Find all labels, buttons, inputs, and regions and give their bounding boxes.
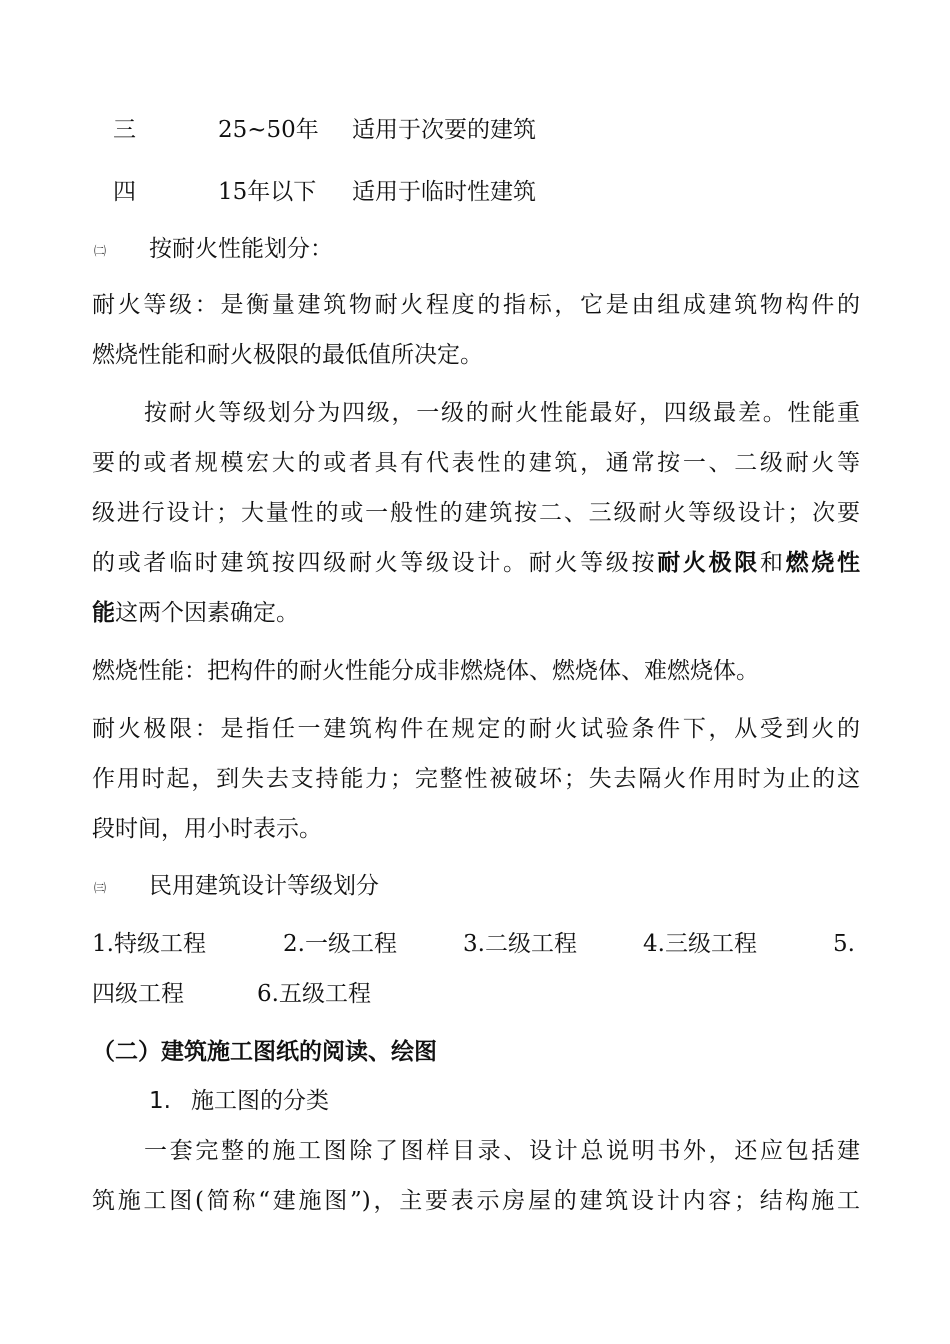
fire-definition-line-2: 燃烧性能和耐火极限的最低值所决定。 (92, 342, 483, 368)
civil-section-title: 民用建筑设计等级划分 (149, 873, 379, 899)
grade-item-1: 1.特级工程 (92, 931, 206, 957)
fire-paragraph-line-3: 级进行设计；大量性的或一般性的建筑按二、三级耐火等级设计；次要 (92, 500, 860, 526)
fire-definition-line-1: 耐火等级：是衡量建筑物耐火程度的指标，它是由组成建筑物构件的 (92, 292, 860, 318)
grade-three: 三 (113, 117, 136, 143)
years-three: 25~50年 (218, 117, 319, 143)
section-marker-3: ㈢ (94, 881, 107, 895)
drawing-paragraph-line-1: 一套完整的施工图除了图样目录、设计总说明书外，还应包括建 (144, 1138, 860, 1164)
line5-rest: 这两个因素确定。 (115, 600, 299, 626)
drawing-section-heading: （二）建筑施工图纸的阅读、绘图 (92, 1039, 437, 1065)
drawing-paragraph-line-2: 筑施工图(简称“建施图”)，主要表示房屋的建筑设计内容；结构施工 (92, 1188, 860, 1214)
fire-paragraph-line-1: 按耐火等级划分为四级，一级的耐火性能最好，四级最差。性能重 (144, 400, 860, 426)
combustion-term-part1: 燃烧性 (785, 550, 861, 576)
years-four: 15年以下 (218, 179, 317, 205)
fire-limit-line-3: 段时间，用小时表示。 (92, 816, 322, 842)
fire-paragraph-line-2: 要的或者规模宏大的或者具有代表性的建筑，通常按一、二级耐火等 (92, 450, 860, 476)
grade-item-2: 2.一级工程 (283, 931, 397, 957)
subsection-number: 1. (149, 1088, 171, 1114)
grade-item-5-label: 四级工程 (92, 981, 184, 1007)
grade-item-6: 6.五级工程 (257, 981, 371, 1007)
fire-paragraph-line-4 (92, 552, 860, 575)
grade-item-3: 3.二级工程 (463, 931, 577, 957)
combustion-term-part2: 能 (92, 600, 115, 626)
fire-section-title: 按耐火性能划分： (149, 236, 333, 262)
line4-and: 和 (759, 550, 786, 576)
fire-limit-term: 耐火极限 (657, 550, 760, 576)
line4-prefix: 的或者临时建筑按四级耐火等级设计。耐火等级按 (92, 550, 658, 576)
grade-item-4: 4.三级工程 (643, 931, 757, 957)
usage-four: 适用于临时性建筑 (352, 179, 536, 205)
fire-paragraph-line-5 (92, 602, 299, 625)
subsection-title: 施工图的分类 (191, 1088, 329, 1114)
fire-limit-line-2: 作用时起，到失去支持能力；完整性被破坏；失去隔火作用时为止的这 (92, 766, 860, 792)
section-marker-2: ㈡ (94, 244, 107, 258)
combustion-definition: 燃烧性能：把构件的耐火性能分成非燃烧体、燃烧体、难燃烧体。 (92, 658, 759, 684)
usage-three: 适用于次要的建筑 (352, 117, 536, 143)
fire-limit-line-1: 耐火极限：是指任一建筑构件在规定的耐火试验条件下，从受到火的 (92, 716, 860, 742)
grade-four: 四 (113, 179, 136, 205)
grade-item-5-number: 5. (833, 931, 855, 957)
